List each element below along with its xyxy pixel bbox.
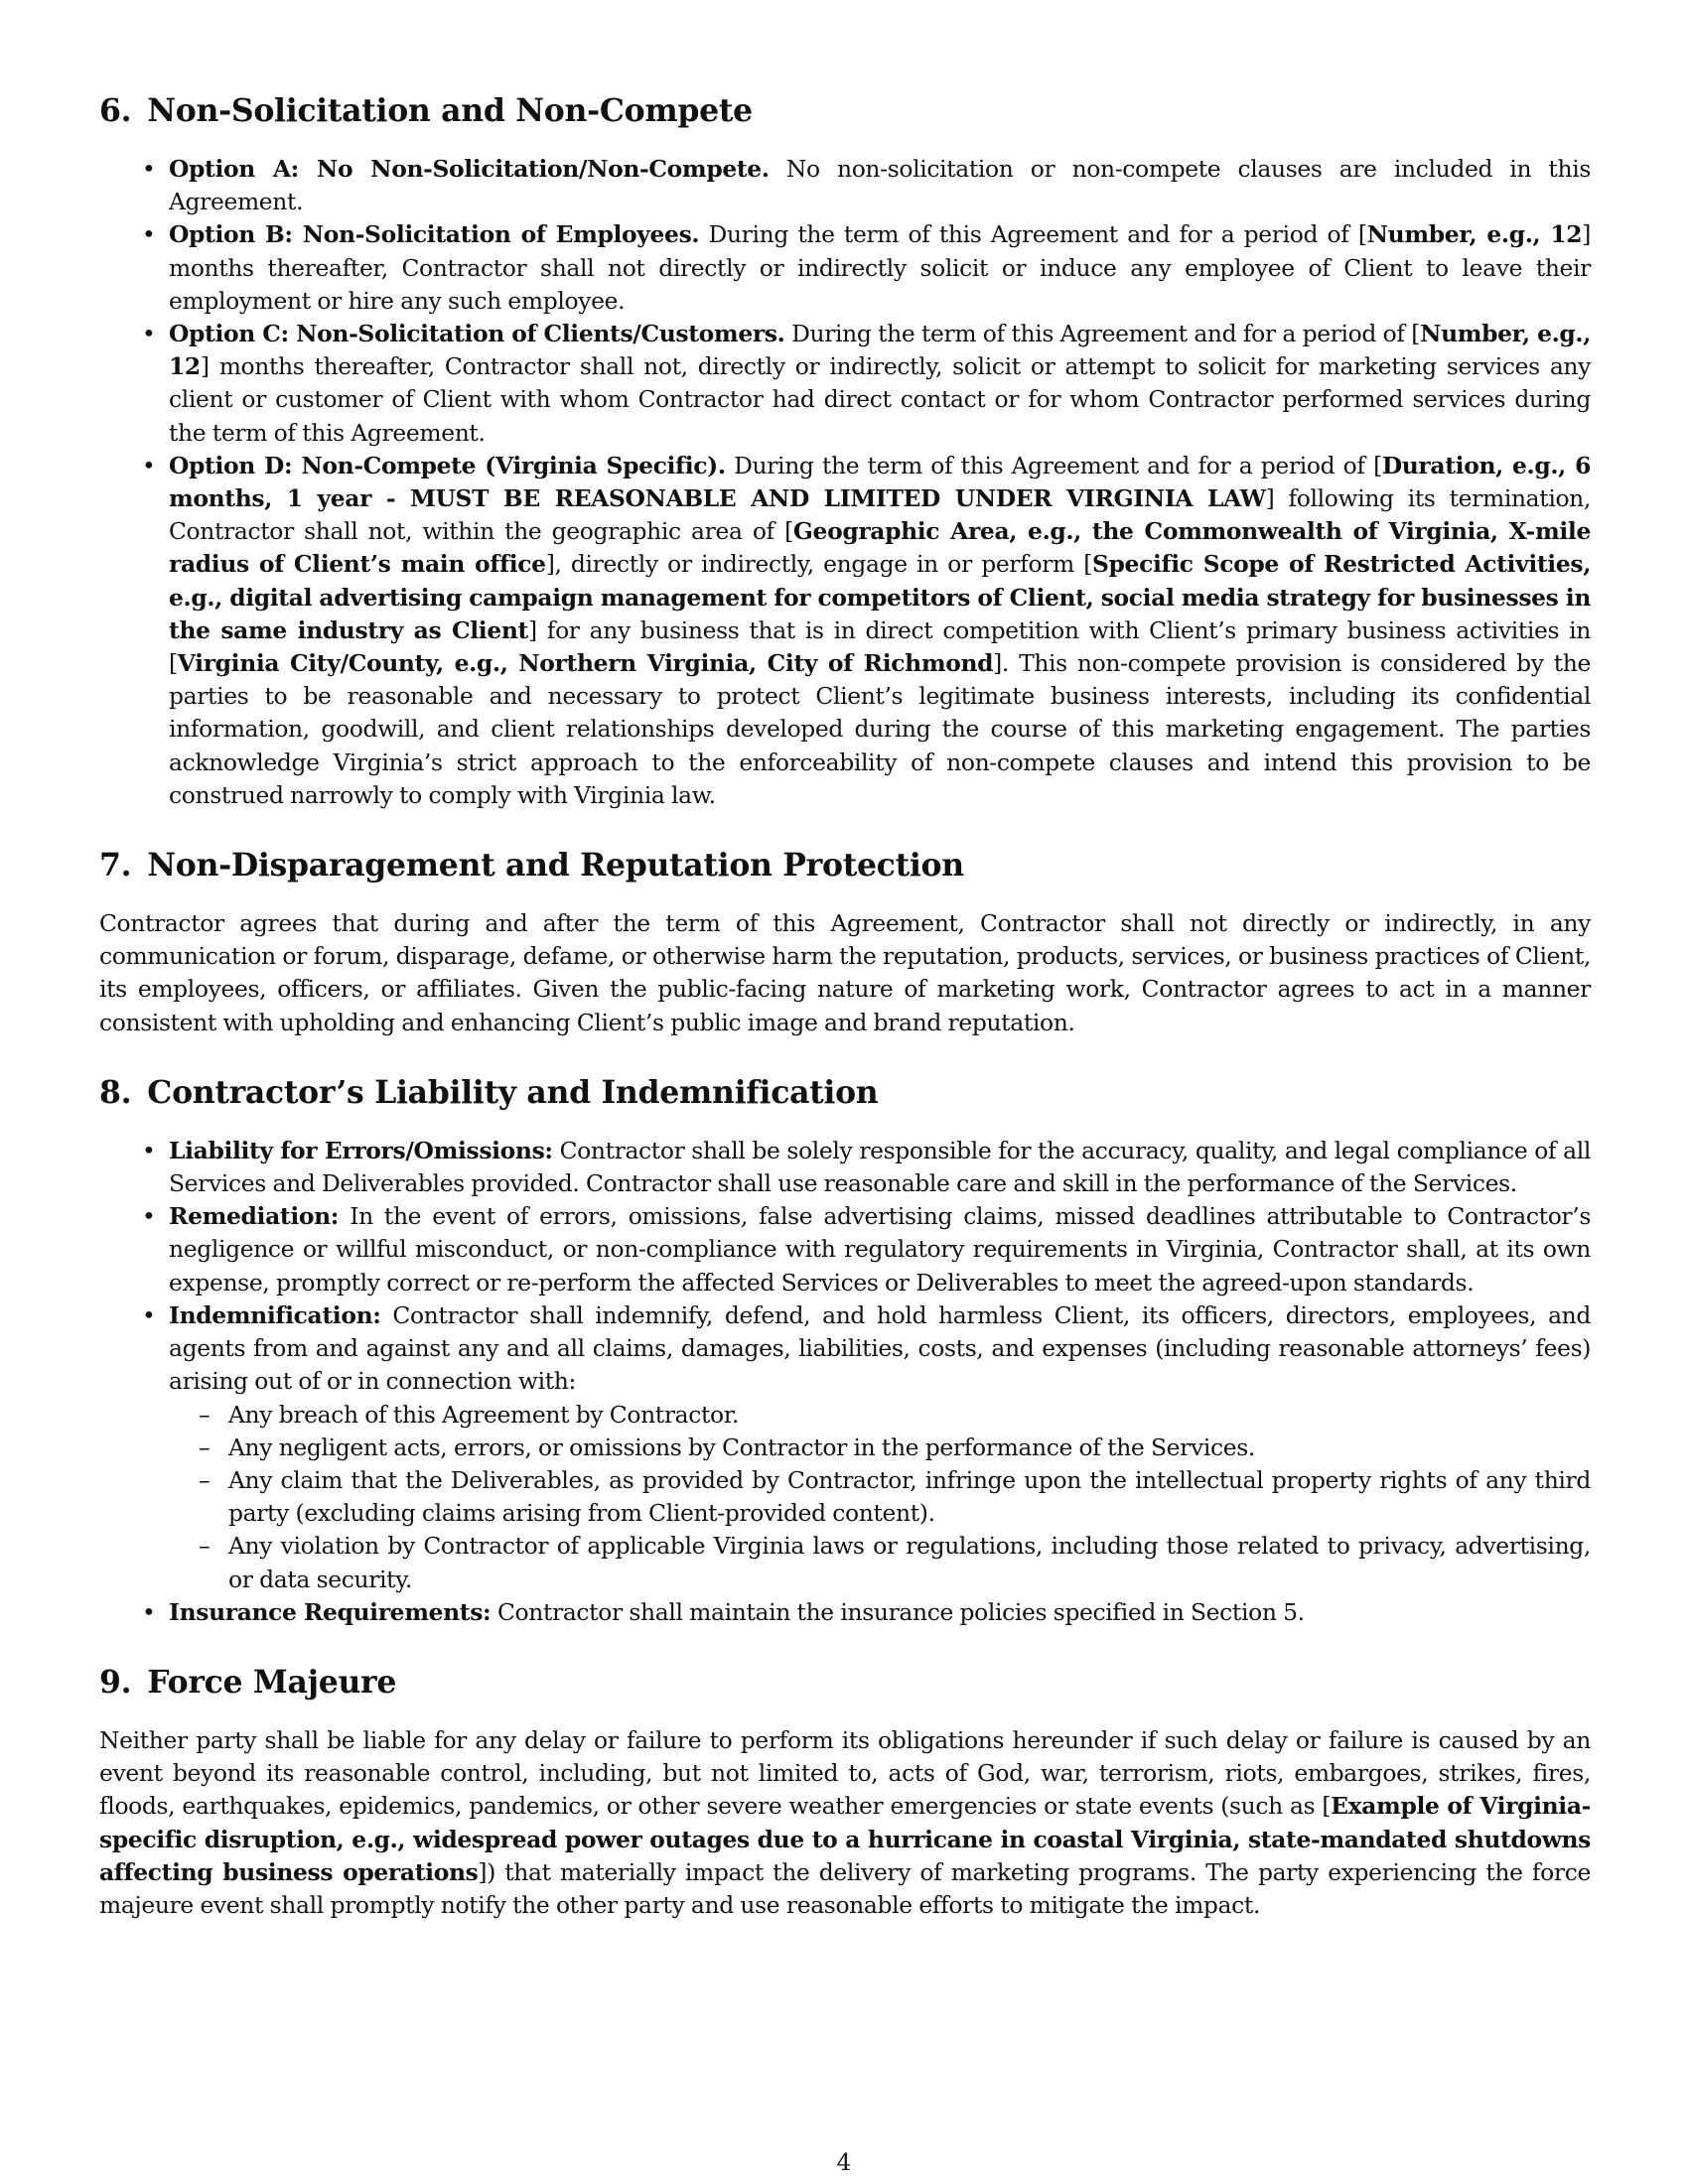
item-text: Contractor shall be solely responsible for the accuracy, quality, and legal compliance of all Services and Deliverables provided. Contractor shall use reasonable care and skill in the performance of the Services. [169,1136,1591,1198]
section-8 [99,1073,1591,1629]
list-item [169,1135,1591,1200]
item-label: Indemnification: [169,1300,381,1329]
liability-list [99,1135,1591,1629]
item-label: Option C: Non-Solicitation of Clients/Customers. [169,320,785,348]
indemnification-sublist [169,1399,1591,1596]
section-paragraph [99,1724,1591,1922]
placeholder-text: Number, e.g., 12 [1366,220,1583,249]
item-text: During the term of this Agreement and for a period of [ [734,451,1382,479]
placeholder-text: Geographic Area, e.g., the Commonwealth of Virginia, X-mile radius of Client’s main office [169,517,1591,579]
item-label: Remediation: [169,1202,340,1231]
item-text: ] following its termination, Contractor shall not, within the geographic area of [ [169,484,1591,546]
placeholder-text: Virginia City/County, e.g., Northern Virginia, City of Richmond [177,649,994,678]
sublist-item: – Any claim that the Deliverables, as provided by Contractor, infringe upon the intellectual property rights of any third party (excluding claims arising from Client-provided content). [228,1464,1591,1530]
placeholder-text: Specific Scope of Restricted Activities, e.g., digital advertising campaign management for competitors of Client, social media strategy for businesses in the same industry as Client [169,550,1591,644]
section-heading [99,1073,1591,1113]
list-item [169,1596,1591,1629]
section-9 [99,1663,1591,1922]
item-text: During the term of this Agreement and for a period of [ [791,320,1421,348]
section-title: Contractor’s Liability and Indemnification [147,1073,879,1111]
list-item [169,318,1591,450]
sublist-item: – Any breach of this Agreement by Contractor. [228,1399,1591,1432]
item-text: ], directly or indirectly, engage in or perform [ [545,550,1092,579]
section-heading [99,1663,1591,1703]
section-title: Non-Disparagement and Reputation Protection [147,847,964,885]
sublist-item: – Any negligent acts, errors, or omissions by Contractor in the performance of the Services. [228,1432,1591,1464]
section-7 [99,846,1591,1039]
placeholder-text: Number, e.g., 12 [169,320,1591,381]
item-text: In the event of errors, omissions, false advertising claims, missed deadlines attributable to Contractor’s negligence or willful misconduct, or non-compliance with regulatory requirements in Virginia, Contractor shall, at its own expense, promptly correct or re-perform the affected Services or Deliverables to meet the agreed-upon standards. [169,1202,1591,1297]
list-item [169,218,1591,318]
item-label: Insurance Requirements: [169,1597,492,1626]
item-text: ] months thereafter, Contractor shall not, directly or indirectly, solicit or attempt to solicit for marketing services any client or customer of Client with whom Contractor had direct contact or for whom Contractor performed services during the term of this Agreement. [169,352,1591,447]
item-text: Contractor shall maintain the insurance policies specified in Section 5. [496,1597,1305,1626]
section-heading [99,846,1591,886]
document-page [99,91,1591,1956]
list-item [169,153,1591,218]
item-text: ]. This non-compete provision is considered by the parties to be reasonable and necessary to protect Client’s legitimate business interests, including its confidential information, goodwill, and client relationships developed during the course of this marketing engagement. The parties acknowledge Virginia’s strict approach to the enforceability of non-compete clauses and intend this provision to be construed narrowly to comply with Virginia law. [169,649,1591,809]
section-number: 7. [99,847,132,885]
item-label: Option B: Non-Solicitation of Employees. [169,220,700,249]
section-paragraph: Contractor agrees that during and after the term of this Agreement, Contractor shall not directly or indirectly, in any communication or forum, disparage, defame, or otherwise harm the reputation, products, services, or business practices of Client, its employees, officers, or affiliates. Given the public-facing nature of marketing work, Contractor agrees to act in a manner consistent with upholding and enhancing Client’s public image and brand reputation. [99,909,1591,1036]
item-label: Option A: No Non-Solicitation/Non-Compete. [169,155,770,183]
item-text: Contractor shall indemnify, defend, and hold harmless Client, its officers, directors, employees, and agents from and against any and all claims, damages, liabilities, costs, and expenses (including reasonable attorneys’ fees) arising out of or in connection with: [169,1300,1591,1396]
list-item [169,1299,1591,1596]
section-number: 6. [99,92,132,129]
list-item [169,1200,1591,1299]
list-item [169,450,1591,812]
section-title: Force Majeure [147,1663,397,1701]
page-number: 4 [836,2148,852,2176]
placeholder-text: Duration, e.g., 6 months, 1 year - MUST BE REASONABLE AND LIMITED UNDER VIRGINIA LAW [169,451,1591,513]
item-label: Liability for Errors/Omissions: [169,1136,553,1164]
section-number: 9. [99,1663,132,1701]
item-text: ] months thereafter, Contractor shall not directly or indirectly solicit or induce any employee of Client to leave their employment or hire any such employee. [169,220,1592,315]
item-label: Option D: Non-Compete (Virginia Specific). [169,451,726,479]
sublist-item: – Any violation by Contractor of applicable Virginia laws or regulations, including those related to privacy, advertising, or data security. [228,1530,1591,1595]
section-number: 8. [99,1073,132,1111]
section-title: Non-Solicitation and Non-Compete [147,92,753,129]
placeholder-text: Example of Virginia-specific disruption, e.g., widespread power outages due to a hurricane in coastal Virginia, state-mandated shutdowns affecting business operations [99,1792,1591,1886]
item-text: ] for any business that is in direct competition with Client’s primary business activities in [ [169,615,1591,678]
section-6 [99,91,1591,812]
item-text: During the term of this Agreement and for a period of [ [708,220,1367,249]
item-text: No non-solicitation or non-compete clauses are included in this Agreement. [169,155,1591,216]
option-list [99,153,1591,812]
paragraph-text: ]) that materially impact the delivery of marketing programs. The party experiencing the force majeure event shall promptly notify the other party and use reasonable efforts to mitigate the impact. [99,1857,1591,1919]
paragraph-text: Neither party shall be liable for any delay or failure to perform its obligations hereunder if such delay or failure is caused by an event beyond its reasonable control, including, but not limited to, acts of God, war, terrorism, riots, embargoes, strikes, fires, floods, earthquakes, epidemics, pandemics, or other severe weather emergencies or state events (such as [ [99,1725,1591,1821]
section-heading [99,91,1591,131]
